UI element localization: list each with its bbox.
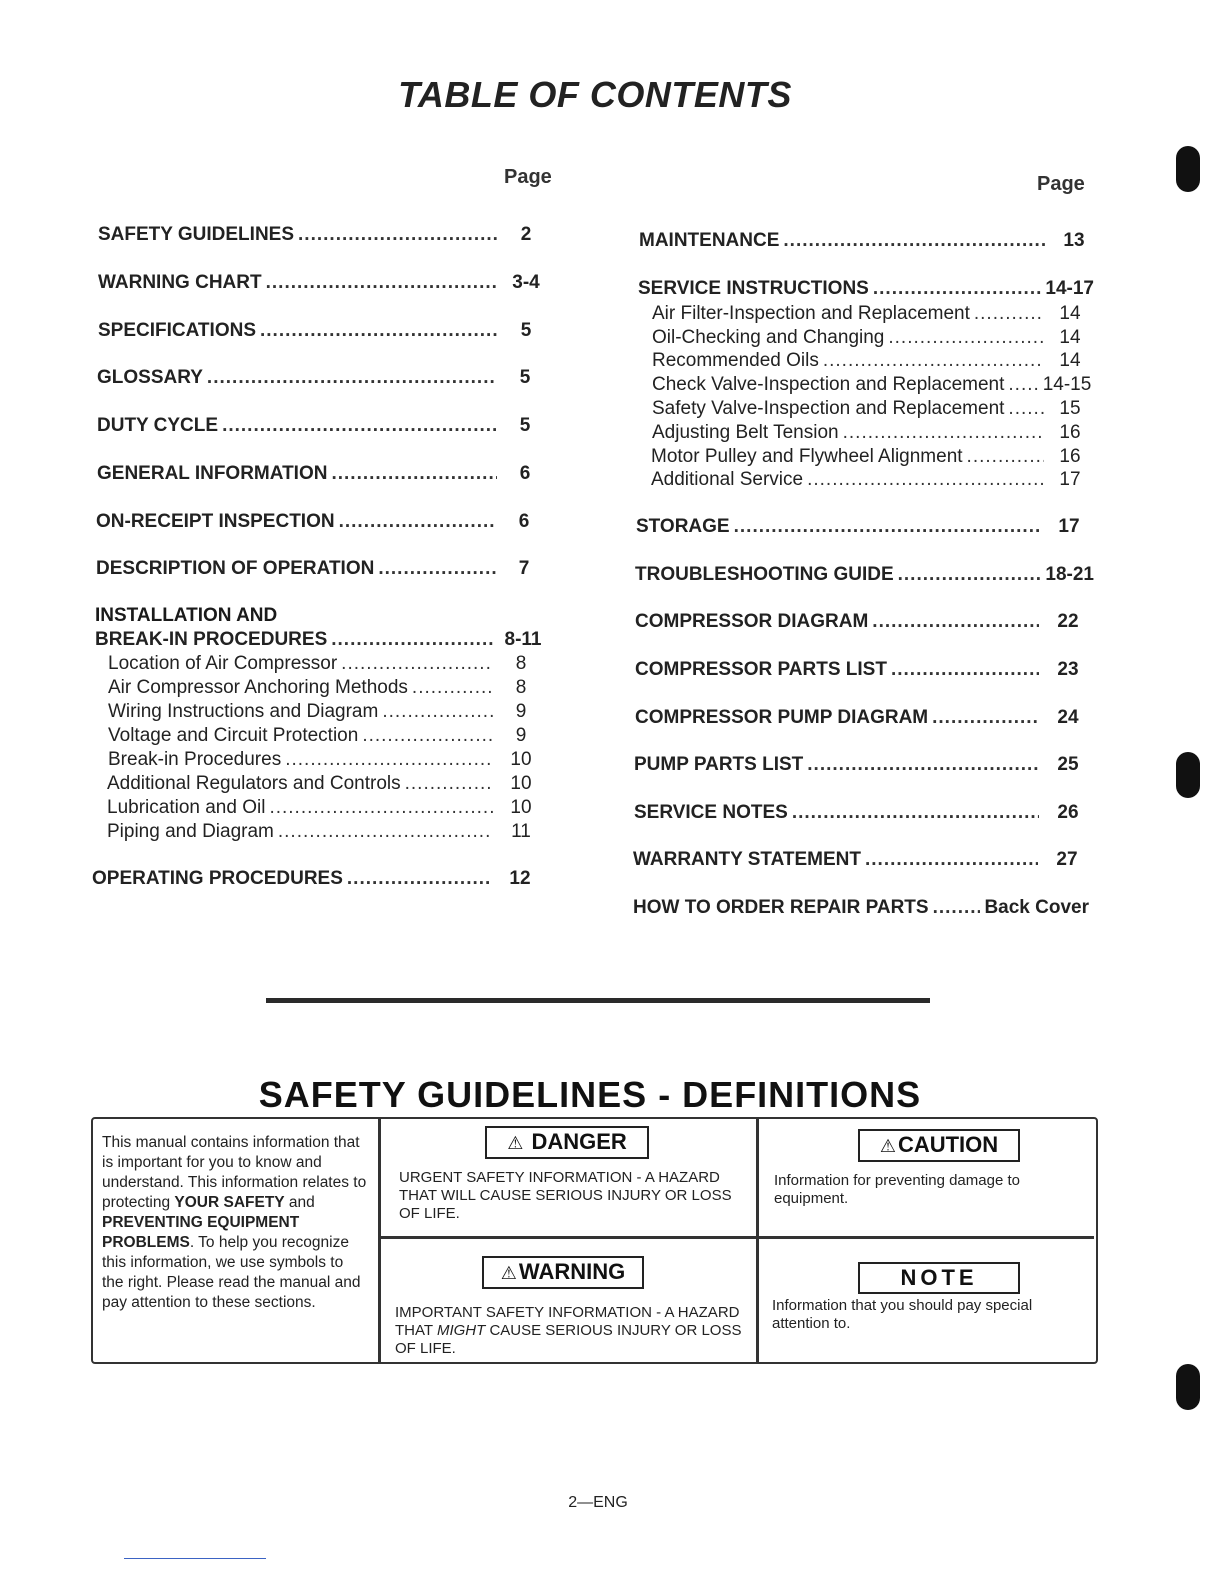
caution-text: Information for preventing damage to equipment. <box>774 1172 1020 1207</box>
toc-subentry[interactable]: Location of Air Compressor ..... 8 <box>108 653 545 675</box>
toc-subentry[interactable]: Check Valve-Inspection and Replacement ..... 14-15 <box>652 374 1092 396</box>
note-label: NOTE <box>858 1262 1020 1294</box>
toc-title: TABLE OF CONTENTS <box>398 74 792 115</box>
toc-entry[interactable]: TROUBLESHOOTING GUIDE ..... 18-21 <box>635 564 1094 586</box>
toc-entry[interactable]: STORAGE ..... 17 <box>636 516 1094 538</box>
toc-entry[interactable]: BREAK-IN PROCEDURES ..... 8-11 <box>95 629 547 651</box>
section-divider <box>266 998 930 1003</box>
toc-subentry[interactable]: Piping and Diagram ..... 11 <box>107 821 545 843</box>
warning-triangle-icon: ⚠ <box>500 1263 517 1283</box>
warning-triangle-icon: ⚠ <box>507 1133 524 1153</box>
toc-entry[interactable]: MAINTENANCE ..... 13 <box>639 230 1099 252</box>
binder-hole <box>1176 146 1200 192</box>
toc-subentry[interactable]: Oil-Checking and Changing ..... 14 <box>652 327 1092 349</box>
box-divider <box>378 1119 381 1362</box>
toc-subentry[interactable]: Air Filter-Inspection and Replacement ..... 14 <box>652 303 1092 325</box>
page-column-header-right: Page <box>1037 173 1085 195</box>
note-text: Information that you should pay special attention to. <box>772 1297 1033 1332</box>
toc-entry[interactable]: COMPRESSOR DIAGRAM ..... 22 <box>635 611 1093 633</box>
toc-subentry[interactable]: Wiring Instructions and Diagram ..... 9 <box>108 701 545 723</box>
toc-subentry[interactable]: Lubrication and Oil ..... 10 <box>107 797 545 819</box>
box-divider <box>380 1236 1094 1239</box>
caution-label: ⚠CAUTION <box>858 1129 1020 1162</box>
toc-entry[interactable]: COMPRESSOR PARTS LIST ..... 23 <box>635 659 1093 681</box>
toc-subentry[interactable]: Break-in Procedures ..... 10 <box>108 749 545 771</box>
toc-entry[interactable]: WARNING CHART ..... 3-4 <box>98 272 550 294</box>
toc-entry[interactable]: DESCRIPTION OF OPERATION ..... 7 <box>96 558 548 580</box>
toc-entry[interactable]: ON-RECEIPT INSPECTION ..... 6 <box>96 511 548 533</box>
warning-triangle-icon: ⚠ <box>879 1136 896 1156</box>
toc-entry[interactable]: SPECIFICATIONS ..... 5 <box>98 320 550 342</box>
box-divider <box>756 1119 759 1362</box>
toc-subentry[interactable]: Voltage and Circuit Protection ..... 9 <box>108 725 545 747</box>
binder-hole <box>1176 752 1200 798</box>
safety-title: SAFETY GUIDELINES - DEFINITIONS <box>258 1074 922 1115</box>
toc-entry[interactable]: OPERATING PROCEDURES ..... 12 <box>92 868 544 890</box>
toc-entry[interactable]: HOW TO ORDER REPAIR PARTS ..... Back Cover <box>633 897 1089 919</box>
toc-subentry[interactable]: Safety Valve-Inspection and Replacement ..... 15 <box>652 398 1092 420</box>
danger-text: URGENT SAFETY INFORMATION - A HAZARD THAT WILL CAUSE SERIOUS INJURY OR LOSS OF LIFE. <box>399 1169 732 1222</box>
toc-entry[interactable]: GENERAL INFORMATION ..... 6 <box>97 463 549 485</box>
toc-entry[interactable]: WARRANTY STATEMENT ..... 27 <box>633 849 1092 871</box>
toc-section-heading: INSTALLATION AND <box>95 605 278 626</box>
toc-entry[interactable]: SAFETY GUIDELINES ..... 2 <box>98 224 550 246</box>
toc-subentry[interactable]: Adjusting Belt Tension ..... 16 <box>652 422 1092 444</box>
toc-subentry[interactable]: Motor Pulley and Flywheel Alignment ..... 16 <box>651 446 1092 468</box>
toc-subentry[interactable]: Recommended Oils ..... 14 <box>652 350 1092 372</box>
warning-label: ⚠WARNING <box>482 1256 644 1289</box>
binder-hole <box>1176 1364 1200 1410</box>
warning-text: IMPORTANT SAFETY INFORMATION - A HAZARD THAT MIGHT CAUSE SERIOUS INJURY OR LOSS OF LIFE. <box>395 1304 742 1357</box>
toc-entry[interactable]: PUMP PARTS LIST ..... 25 <box>634 754 1093 776</box>
scan-artifact-line <box>124 1558 266 1559</box>
danger-label: ⚠ DANGER <box>485 1126 649 1159</box>
toc-subentry[interactable]: Air Compressor Anchoring Methods ..... 8 <box>108 677 545 699</box>
toc-subentry[interactable]: Additional Service ..... 17 <box>651 469 1092 491</box>
toc-entry[interactable]: SERVICE INSTRUCTIONS ..... 14-17 <box>638 278 1094 300</box>
toc-entry[interactable]: SERVICE NOTES ..... 26 <box>634 802 1093 824</box>
toc-entry[interactable]: GLOSSARY ..... 5 <box>97 367 549 389</box>
toc-entry[interactable]: DUTY CYCLE ..... 5 <box>97 415 549 437</box>
toc-entry[interactable]: COMPRESSOR PUMP DIAGRAM ..... 24 <box>635 707 1093 729</box>
safety-intro: This manual contains information that is important for you to know and understand. This information relates to protecting YOUR SAFETY and PREVENTING EQUIPMENT PROBLEMS. To help you recognize this information, we use symbols to the right. Please read the manual and pay attention to these sections. <box>102 1134 367 1311</box>
toc-subentry[interactable]: Additional Regulators and Controls ..... 10 <box>107 773 545 795</box>
page-number: 2—ENG <box>568 1494 628 1511</box>
page-column-header-left: Page <box>504 166 552 188</box>
